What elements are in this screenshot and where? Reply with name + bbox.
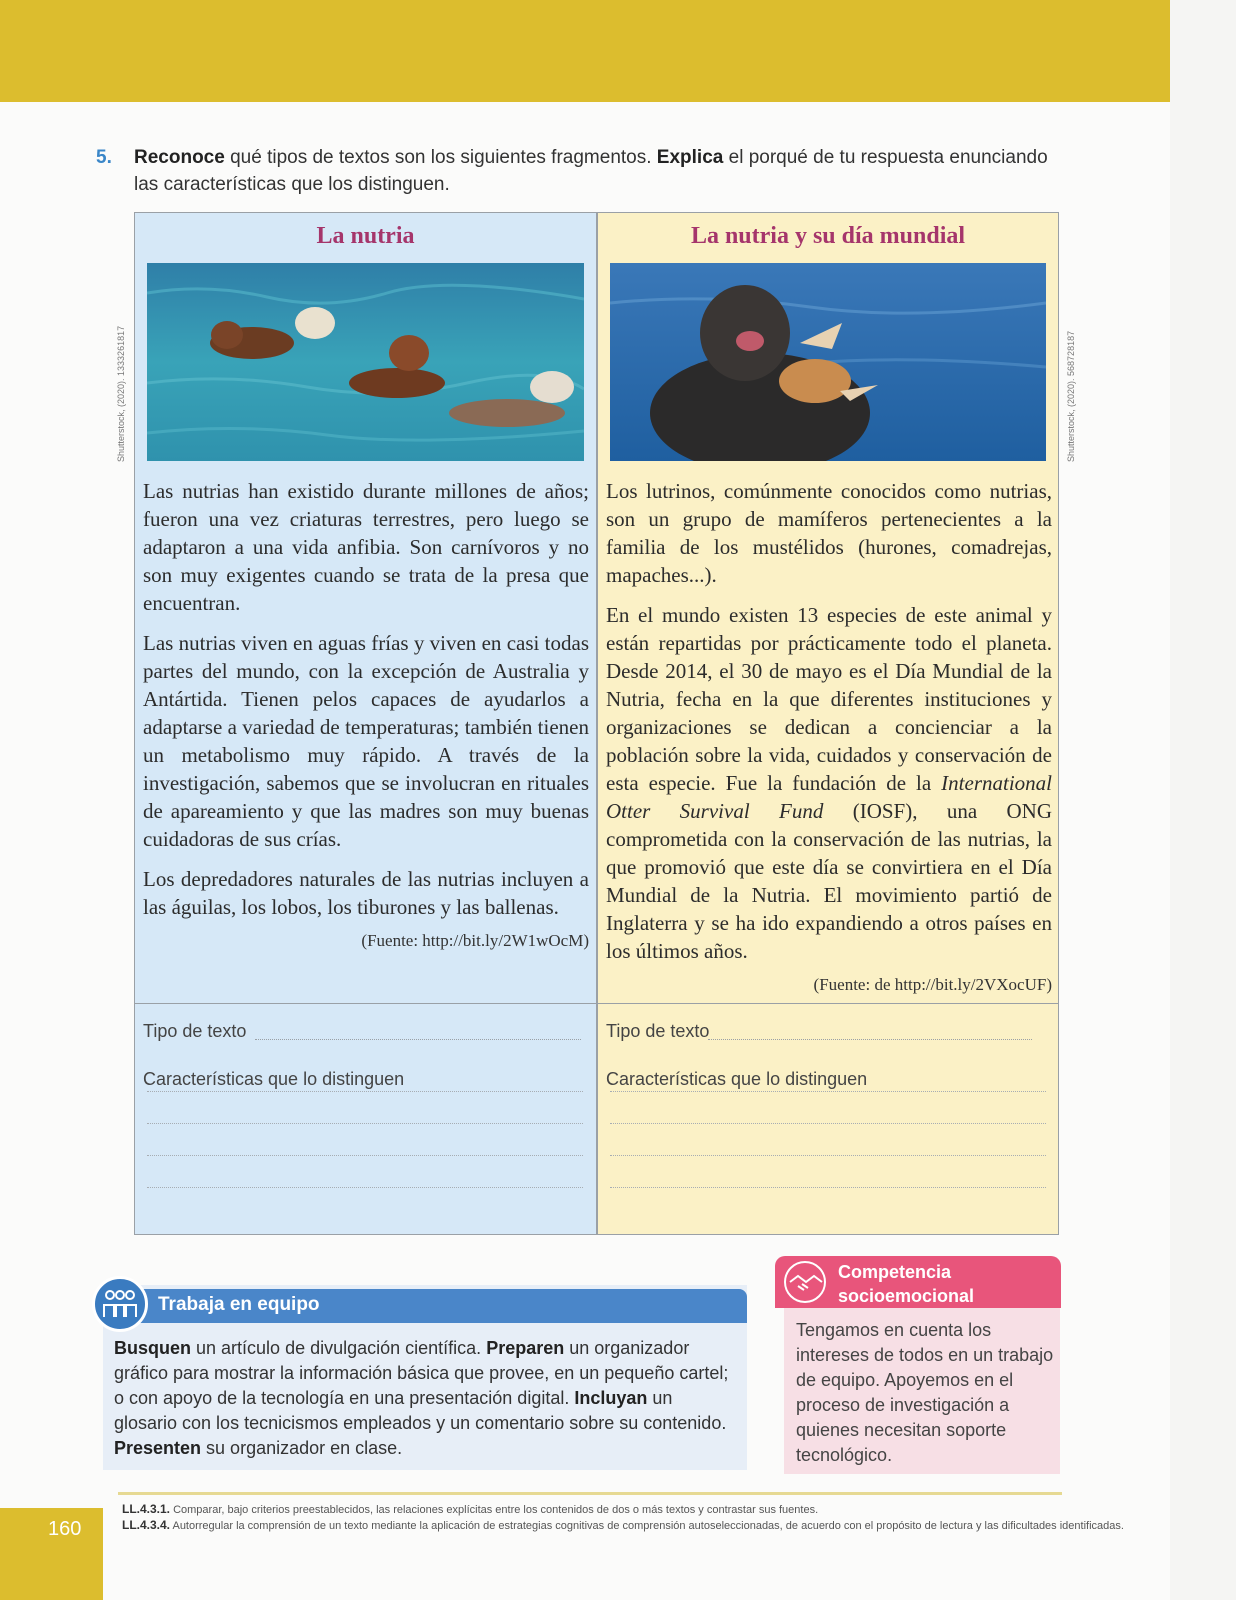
- left-type-answer-line[interactable]: [255, 1039, 581, 1040]
- right-features-label: Características que lo distinguen: [606, 1069, 868, 1089]
- standard-1: LL.4.3.1. Comparar, bajo criterios preestablecidos, las relaciones explícitas entre los contenidos de dos o más textos y contrastar sus fuentes.: [122, 1502, 819, 1516]
- standard-2: LL.4.3.4. Autorregular la comprensión de un texto mediante la aplicación de estrategias cognitivas de comprensión autoseleccionadas, de acuerdo con el propósito de lectura y las dificultades identificadas.: [122, 1518, 1124, 1532]
- team-work-title: Trabaja en equipo: [158, 1294, 320, 1315]
- right-paragraph-1: Los lutrinos, comúnmente conocidos como nutrias, son un grupo de mamíferos pertenecientes a la familia de los mustélidos (hurones, comadrejas, mapaches...).: [606, 479, 1052, 587]
- right-answer-line[interactable]: [610, 1155, 1046, 1156]
- right-type-label: Tipo de texto: [606, 1021, 710, 1041]
- competencia-title: Competencia socioemocional: [838, 1262, 975, 1306]
- handshake-icon: [778, 1258, 832, 1306]
- right-paragraph-2: En el mundo existen 13 especies de este animal y están repartidas por prácticamente todo el planeta. Desde 2014, el 30 de mayo es el Día Mundial de la Nutria, fecha en la que diferentes instituciones y organizaciones se dedican a concienciar a la población sobre la vida, cuidados y conservación de esta especie. Fue la fundación de la International Otter Survival Fund (IOSF), una ONG comprometida con la conservación de las nutrias, la que promovió que este día se convirtiera en el Día Mundial de la Nutria. El movimiento partió de Inglaterra y se ha ido expandiendo a otros países en los últimos años.: [606, 603, 1052, 963]
- left-paragraph-1: Las nutrias han existido durante millones de años; fueron una vez criaturas terrestres, pero luego se adaptaron a una vida anfibia. Son carnívoros y no son muy exigentes cuando se trata de la presa que encuentran.: [143, 479, 589, 615]
- right-answer-line[interactable]: [610, 1091, 1046, 1092]
- right-text-panel: [597, 212, 1059, 1235]
- right-type-answer-line[interactable]: [708, 1039, 1032, 1040]
- left-answer-line[interactable]: [147, 1187, 583, 1188]
- photo-credit-right: Shutterstock, (2020). 568728187: [1066, 330, 1076, 462]
- left-paragraph-3: Los depredadores naturales de las nutrias incluyen a las águilas, los lobos, los tiburones y las ballenas.: [143, 867, 589, 919]
- right-panel-title: La nutria y su día mundial: [690, 223, 966, 249]
- page-edge: [1170, 0, 1236, 1600]
- left-panel-body: [143, 477, 589, 955]
- right-source: (Fuente: de http://bit.ly/2VXocUF): [813, 975, 1052, 994]
- right-answer-line[interactable]: [610, 1123, 1046, 1124]
- question-number: 5.: [96, 147, 112, 168]
- top-color-band: [0, 0, 1170, 102]
- team-people-icon: [92, 1276, 148, 1332]
- left-source: (Fuente: http://bit.ly/2W1wOcM): [361, 931, 589, 950]
- footer-rule: [118, 1492, 1062, 1495]
- left-features-label: Características que lo distinguen: [143, 1069, 405, 1089]
- right-divider: [598, 1003, 1058, 1004]
- left-divider: [135, 1003, 596, 1004]
- left-answer-line[interactable]: [147, 1155, 583, 1156]
- otter-eating-crab-photo: [610, 263, 1046, 461]
- page-number: 160: [48, 1518, 82, 1540]
- team-work-text: Busquen un artículo de divulgación científica. Preparen un organizador gráfico para mostrar la información básica que provee, en un pequeño cartel; o con apoyo de la tecnología en una presentación digital. Incluyan un glosario con los tecnicismos empleados y un comentario sobre su contenido. Presenten su organizador en clase.: [114, 1338, 729, 1458]
- competencia-text: Tengamos en cuenta los intereses de todos en un trabajo de equipo. Apoyemos en el proceso de investigación a quienes necesitan soporte tecnológico.: [796, 1320, 1054, 1465]
- photo-credit-left: Shutterstock, (2020). 1333261817: [116, 325, 126, 462]
- left-answer-line[interactable]: [147, 1123, 583, 1124]
- right-answer-line[interactable]: [610, 1187, 1046, 1188]
- otters-floating-photo: [147, 263, 584, 461]
- question-text: Reconoce qué tipos de textos son los siguientes fragmentos. Explica el porqué de tu respuesta enunciando las características que los distinguen.: [134, 147, 1048, 195]
- left-type-label: Tipo de texto: [143, 1021, 247, 1041]
- left-text-panel: [134, 212, 597, 1235]
- question-5: [96, 144, 1076, 198]
- right-panel-body: [606, 477, 1052, 999]
- left-answer-line[interactable]: [147, 1091, 583, 1092]
- left-panel-title: La nutria: [316, 223, 415, 249]
- left-paragraph-2: Las nutrias viven en aguas frías y viven en casi todas partes del mundo, con la excepción de Australia y Antártida. Tienen pelos capaces de ayudarlos a adaptarse a variedad de temperaturas; también tienen un metabolismo muy rápido. A través de la investigación, sabemos que se involucran en rituales de apareamiento y que las madres son muy buenas cuidadoras de sus crías.: [143, 631, 589, 851]
